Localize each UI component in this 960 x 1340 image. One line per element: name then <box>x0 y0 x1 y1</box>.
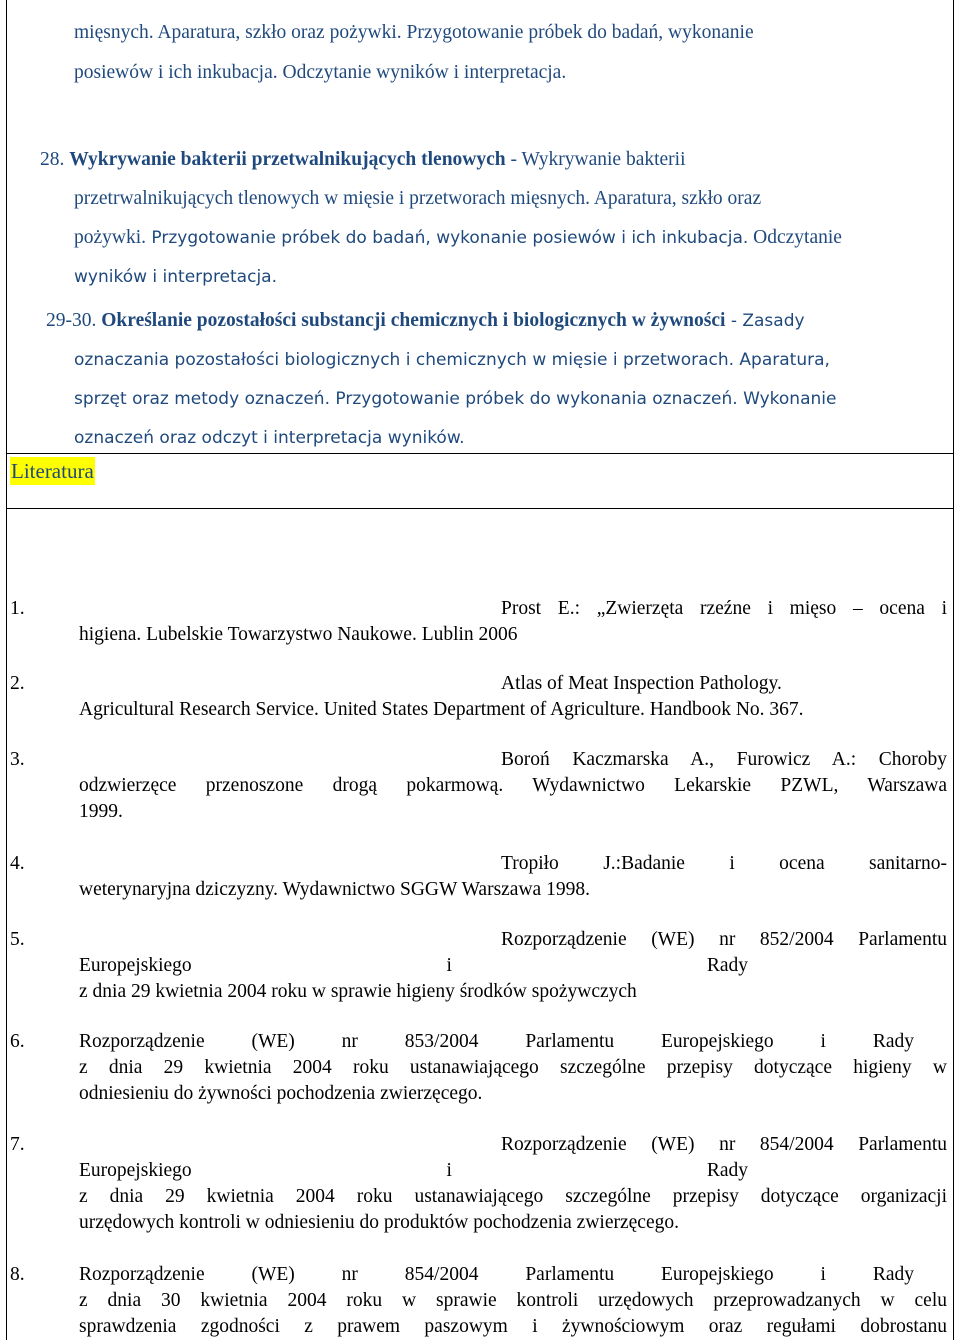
reference-number: 2. <box>10 673 25 694</box>
literatura-heading: Literatura <box>11 459 94 483</box>
reference-text: Europejskiego i Rady <box>79 1160 748 1181</box>
reference-text: Rozporządzenie (WE) nr 852/2004 Parlamentu <box>501 929 947 950</box>
item-28-l3c: Odczytanie <box>748 227 842 248</box>
item-28-title: Wykrywanie bakterii przetwalnikujących tlenowych <box>69 149 506 170</box>
reference-number: 3. <box>10 749 25 770</box>
table-row-divider <box>6 453 954 454</box>
item-28-line-1 <box>40 147 686 173</box>
item-28-line-3 <box>74 225 842 251</box>
reference-text: Rozporządzenie (WE) nr 853/2004 Parlamentu Europejskiego i Rady <box>79 1031 914 1052</box>
reference-text: sprawdzenia zgodności z prawem paszowym i żywnościowym oraz regułami dobrostanu <box>79 1316 947 1337</box>
reference-text: odniesieniu do żywności pochodzenia zwierzęcego. <box>79 1083 483 1104</box>
reference-text: Atlas of Meat Inspection Pathology. <box>501 673 782 694</box>
item-29-line-1 <box>46 308 805 334</box>
reference-number: 5. <box>10 929 25 950</box>
reference-text: Tropiło J.:Badanie i ocena sanitarno- <box>501 853 947 874</box>
reference-text: weterynaryjna dziczyzny. Wydawnictwo SGGW Warszawa 1998. <box>79 879 590 900</box>
item-29-number: 29-30. <box>46 310 97 331</box>
reference-text: z dnia 29 kwietnia 2004 roku ustanawiającego szczególne przepisy dotyczące higieny w <box>79 1057 947 1078</box>
item-28-l3b: Przygotowanie próbek do badań, wykonanie posiewów i ich inkubacja. <box>146 228 749 248</box>
reference-number: 7. <box>10 1134 25 1155</box>
intro-line-2: posiewów i ich inkubacja. Odczytanie wyników i interpretacja. <box>74 62 567 83</box>
item-28-text: - Wykrywanie bakterii <box>505 149 686 170</box>
reference-text: z dnia 29 kwietnia 2004 roku ustanawiającego szczególne przepisy dotyczące organizacji <box>79 1186 947 1207</box>
reference-text: Boroń Kaczmarska A., Furowicz A.: Choroby <box>501 749 947 770</box>
table-left-border <box>6 0 7 1340</box>
reference-number: 8. <box>10 1264 25 1285</box>
reference-text: Rozporządzenie (WE) nr 854/2004 Parlamentu <box>501 1134 947 1155</box>
reference-text: Prost E.: „Zwierzęta rzeźne i mięso – ocena i <box>501 598 947 619</box>
item-29-line-3: sprzęt oraz metody oznaczeń. Przygotowanie próbek do wykonania oznaczeń. Wykonanie <box>74 389 837 409</box>
reference-text: urzędowych kontroli w odniesieniu do produktów pochodzenia zwierzęcego. <box>79 1212 679 1233</box>
reference-number: 6. <box>10 1031 25 1052</box>
item-29-line-4: oznaczeń oraz odczyt i interpretacja wyników. <box>74 428 465 448</box>
reference-text: Rozporządzenie (WE) nr 854/2004 Parlamentu Europejskiego i Rady <box>79 1264 914 1285</box>
reference-text: z dnia 30 kwietnia 2004 roku w sprawie kontroli urzędowych przeprowadzanych w celu <box>79 1290 947 1311</box>
item-29-line-2: oznaczania pozostałości biologicznych i chemicznych w mięsie i przetworach. Aparatura, <box>74 350 830 370</box>
item-29-text: - Zasady <box>725 311 805 331</box>
table-right-border <box>953 0 954 1340</box>
item-29-title: Określanie pozostałości substancji chemicznych i biologicznych w żywności <box>101 310 726 331</box>
item-28-number: 28. <box>40 149 65 170</box>
reference-text: odzwierzęce przenoszone drogą pokarmową. Wydawnictwo Lekarskie PZWL, Warszawa <box>79 775 947 796</box>
reference-number: 1. <box>10 598 25 619</box>
intro-line-1: mięsnych. Aparatura, szkło oraz pożywki. Przygotowanie próbek do badań, wykonanie <box>74 22 754 43</box>
item-28-line-2: przetrwalnikujących tlenowych w mięsie i przetworach mięsnych. Aparatura, szkło oraz <box>74 188 762 209</box>
reference-text: higiena. Lubelskie Towarzystwo Naukowe. Lublin 2006 <box>79 624 518 645</box>
reference-text: Agricultural Research Service. United States Department of Agriculture. Handbook No. 367. <box>79 699 804 720</box>
item-28-l3a: pożywki. <box>74 227 147 248</box>
reference-number: 4. <box>10 853 25 874</box>
reference-text: 1999. <box>79 801 123 822</box>
reference-text: Europejskiego i Rady <box>79 955 748 976</box>
table-row-divider <box>6 508 954 509</box>
reference-text: z dnia 29 kwietnia 2004 roku w sprawie higieny środków spożywczych <box>79 981 637 1002</box>
item-28-line-4: wyników i interpretacja. <box>74 267 277 287</box>
